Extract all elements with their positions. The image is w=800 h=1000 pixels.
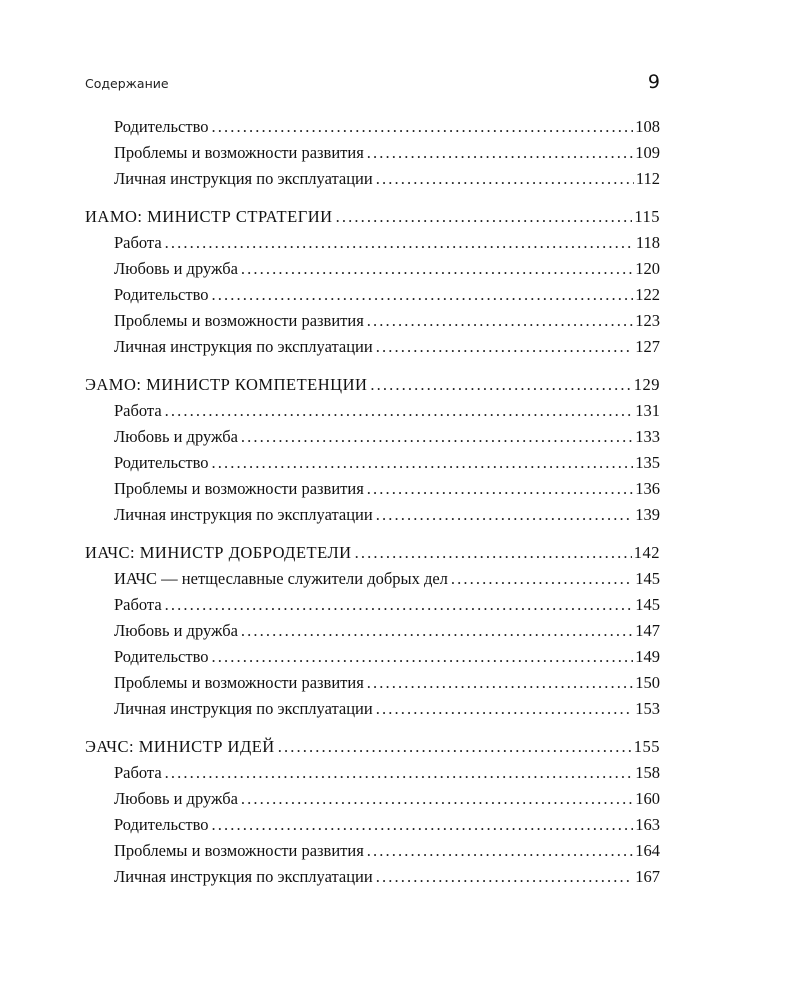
toc-entry-row[interactable] bbox=[85, 140, 660, 166]
toc-dot-leader bbox=[278, 734, 632, 760]
toc-entry-title: Работа bbox=[114, 401, 162, 420]
toc-page-number: 145 bbox=[635, 569, 660, 588]
page-number: 9 bbox=[647, 71, 660, 93]
toc-entry-row[interactable] bbox=[85, 308, 660, 334]
toc-dot-leader bbox=[241, 786, 633, 812]
table-of-contents bbox=[85, 114, 660, 890]
toc-page-number: 133 bbox=[635, 427, 660, 446]
toc-entry-title: Любовь и дружба bbox=[114, 259, 238, 278]
toc-entry-row[interactable] bbox=[85, 760, 660, 786]
toc-dot-leader bbox=[367, 670, 633, 696]
toc-dot-leader bbox=[376, 864, 634, 890]
toc-entry-row[interactable] bbox=[85, 166, 660, 192]
toc-page-number: 158 bbox=[635, 763, 660, 782]
toc-entry-row[interactable] bbox=[85, 282, 660, 308]
toc-page-number: 122 bbox=[635, 285, 660, 304]
toc-dot-leader bbox=[370, 372, 631, 398]
toc-entry-title: ЭАЧС: МИНИСТР ИДЕЙ bbox=[85, 737, 275, 756]
toc-dot-leader bbox=[212, 450, 634, 476]
toc-dot-leader bbox=[241, 424, 633, 450]
toc-page-number: 135 bbox=[635, 453, 660, 472]
toc-entry-title: Проблемы и возможности развития bbox=[114, 673, 364, 692]
toc-dot-leader bbox=[451, 566, 633, 592]
toc-page-number: 123 bbox=[635, 311, 660, 330]
toc-dot-leader bbox=[376, 166, 634, 192]
toc-dot-leader bbox=[367, 838, 633, 864]
toc-entry-row[interactable] bbox=[85, 334, 660, 360]
toc-dot-leader bbox=[367, 140, 633, 166]
toc-page-number: 129 bbox=[633, 375, 660, 394]
toc-page-number: 145 bbox=[635, 595, 660, 614]
toc-dot-leader bbox=[367, 308, 633, 334]
toc-entry-title: Проблемы и возможности развития bbox=[114, 479, 364, 498]
toc-dot-leader bbox=[241, 256, 633, 282]
toc-entry-title: ИАЧС: МИНИСТР ДОБРОДЕТЕЛИ bbox=[85, 543, 352, 562]
toc-entry-title: ЭАМО: МИНИСТР КОМПЕТЕНЦИИ bbox=[85, 375, 368, 394]
toc-entry-title: Родительство bbox=[114, 453, 209, 472]
toc-page-number: 127 bbox=[635, 337, 660, 356]
toc-page-number: 108 bbox=[635, 117, 660, 136]
toc-page-number: 153 bbox=[635, 699, 660, 718]
toc-page-number: 115 bbox=[634, 207, 660, 226]
toc-entry-title: Работа bbox=[114, 595, 162, 614]
toc-entry-row[interactable] bbox=[85, 256, 660, 282]
toc-entry-row[interactable] bbox=[85, 786, 660, 812]
toc-dot-leader bbox=[367, 476, 633, 502]
toc-entry-row[interactable] bbox=[85, 476, 660, 502]
toc-entry-row[interactable] bbox=[85, 644, 660, 670]
toc-dot-leader bbox=[336, 204, 633, 230]
toc-entry-title: Родительство bbox=[114, 647, 209, 666]
toc-dot-leader bbox=[165, 398, 634, 424]
toc-page-number: 150 bbox=[635, 673, 660, 692]
toc-entry-title: Личная инструкция по эксплуатации bbox=[114, 169, 373, 188]
toc-entry-title: Работа bbox=[114, 233, 162, 252]
toc-entry-row[interactable] bbox=[85, 450, 660, 476]
toc-page-number: 155 bbox=[633, 737, 660, 756]
toc-page-number: 131 bbox=[635, 401, 660, 420]
toc-entry-title: Личная инструкция по эксплуатации bbox=[114, 337, 373, 356]
toc-entry-row[interactable] bbox=[85, 398, 660, 424]
running-head: Содержание bbox=[85, 76, 169, 91]
toc-dot-leader bbox=[212, 114, 634, 140]
toc-entry-title: Работа bbox=[114, 763, 162, 782]
toc-entry-title: ИАЧС — нетщеславные служители добрых дел bbox=[114, 569, 448, 588]
toc-dot-leader bbox=[165, 760, 634, 786]
toc-page-number: 120 bbox=[635, 259, 660, 278]
toc-dot-leader bbox=[212, 644, 634, 670]
toc-page-number: 142 bbox=[633, 543, 660, 562]
toc-dot-leader bbox=[165, 230, 634, 256]
toc-entry-row[interactable] bbox=[85, 670, 660, 696]
toc-entry-row[interactable] bbox=[85, 424, 660, 450]
toc-page-number: 164 bbox=[635, 841, 660, 860]
toc-entry-title: Проблемы и возможности развития bbox=[114, 143, 364, 162]
toc-entry-title: Родительство bbox=[114, 815, 209, 834]
toc-entry-title: Личная инструкция по эксплуатации bbox=[114, 505, 373, 524]
toc-section-row[interactable] bbox=[85, 204, 660, 230]
toc-page-number: 118 bbox=[635, 233, 660, 252]
toc-entry-title: Личная инструкция по эксплуатации bbox=[114, 699, 373, 718]
toc-dot-leader bbox=[212, 282, 634, 308]
toc-dot-leader bbox=[376, 334, 634, 360]
toc-entry-row[interactable] bbox=[85, 114, 660, 140]
toc-entry-row[interactable] bbox=[85, 618, 660, 644]
toc-entry-row[interactable] bbox=[85, 838, 660, 864]
toc-page-number: 147 bbox=[635, 621, 660, 640]
toc-dot-leader bbox=[241, 618, 633, 644]
toc-page-number: 149 bbox=[635, 647, 660, 666]
toc-page-number: 139 bbox=[635, 505, 660, 524]
toc-dot-leader bbox=[355, 540, 632, 566]
toc-entry-title: ИАМО: МИНИСТР СТРАТЕГИИ bbox=[85, 207, 333, 226]
toc-entry-title: Родительство bbox=[114, 117, 209, 136]
toc-page-number: 167 bbox=[635, 867, 660, 886]
toc-entry-row[interactable] bbox=[85, 592, 660, 618]
toc-section-row[interactable] bbox=[85, 734, 660, 760]
toc-entry-title: Проблемы и возможности развития bbox=[114, 841, 364, 860]
toc-page-number: 136 bbox=[635, 479, 660, 498]
toc-page-number: 163 bbox=[635, 815, 660, 834]
toc-entry-row[interactable] bbox=[85, 566, 660, 592]
toc-entry-row[interactable] bbox=[85, 696, 660, 722]
toc-entry-title: Любовь и дружба bbox=[114, 427, 238, 446]
toc-entry-title: Родительство bbox=[114, 285, 209, 304]
toc-entry-title: Личная инструкция по эксплуатации bbox=[114, 867, 373, 886]
toc-entry-row[interactable] bbox=[85, 812, 660, 838]
toc-page-number: 160 bbox=[635, 789, 660, 808]
toc-dot-leader bbox=[376, 696, 634, 722]
toc-entry-title: Любовь и дружба bbox=[114, 789, 238, 808]
toc-entry-row[interactable] bbox=[85, 864, 660, 890]
toc-entry-row[interactable] bbox=[85, 230, 660, 256]
toc-page-number: 112 bbox=[635, 169, 660, 188]
toc-page-number: 109 bbox=[635, 143, 660, 162]
toc-section-row[interactable] bbox=[85, 540, 660, 566]
toc-section-row[interactable] bbox=[85, 372, 660, 398]
toc-entry-title: Любовь и дружба bbox=[114, 621, 238, 640]
toc-entry-title: Проблемы и возможности развития bbox=[114, 311, 364, 330]
toc-entry-row[interactable] bbox=[85, 502, 660, 528]
toc-dot-leader bbox=[212, 812, 634, 838]
toc-dot-leader bbox=[376, 502, 634, 528]
toc-dot-leader bbox=[165, 592, 634, 618]
